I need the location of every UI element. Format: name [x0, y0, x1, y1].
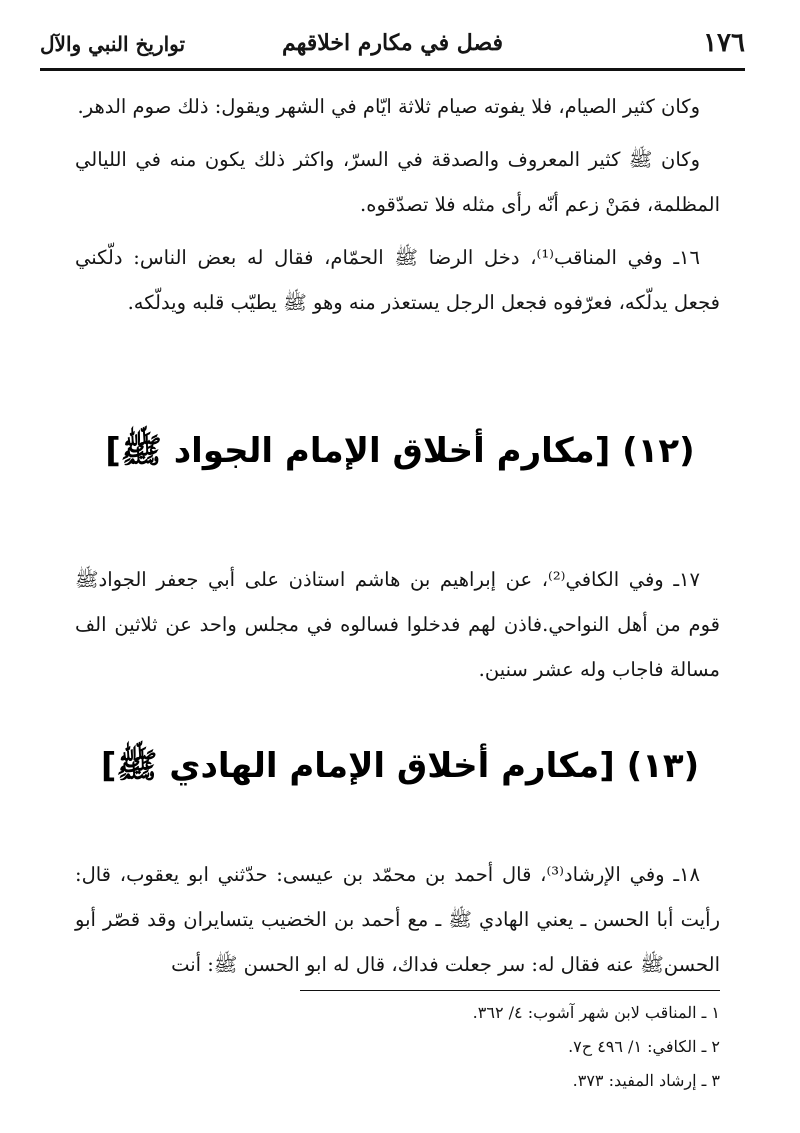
paragraph: وكان كثير الصيام، فلا يفوته صيام ثلاثة ايّام في الشهر ويقول: ذلك صوم الدهر.: [77, 95, 700, 118]
footnotes: [300, 996, 720, 1098]
section-body: [75, 557, 720, 700]
page-number: ١٧٦: [703, 28, 745, 58]
chapter-heading: [60, 745, 740, 794]
chapter-heading: [60, 430, 740, 479]
heading-text: (١٣) [مكارم أخلاق الإمام الهادي ﷺ]: [100, 746, 700, 786]
footnote: ٣ ـ إرشاد المفيد: ٣٧٣.: [572, 1071, 720, 1090]
paragraph: وكان ﷺ كثير المعروف والصدقة في السرّ، واكثر ذلك يكون منه في الليالي المظلمة، فمَنْ زعم أنّه رأى مثله فلا تصدّقوه.: [75, 148, 720, 216]
book-title: تواريخ النبي والآل: [40, 32, 186, 56]
paragraph: ١٦ـ وفي المناقب⁽¹⁾، دخل الرضا ﷺ الحمّام، فقال له بعض الناس: دلّكني فجعل يدلّكه، فعرّفوه فجعل الرجل يستعذر منه وهو ﷺ يطيّب قلبه ويدلّكه.: [75, 246, 720, 314]
footnote: ٢ ـ الكافي: ١/ ٤٩٦ ح٧.: [568, 1037, 720, 1056]
section-title: فصل في مكارم اخلاقهم: [281, 30, 504, 56]
paragraph: ١٨ـ وفي الإرشاد⁽³⁾، قال أحمد بن محمّد بن عيسى: حدّثني ابو يعقوب، قال: رأيت أبا الحسن ـ يعني الهادي ﷺ ـ مع أحمد بن الخضيب يتسايران وقد قصّر أبو الحسنﷺ عنه فقال له: سر جعلت فداك، قال له ابو الحسن ﷺ: أنت: [75, 863, 720, 976]
running-header: [40, 28, 745, 71]
footnote-divider: [300, 990, 720, 991]
footnote: ١ ـ المناقب لابن شهر آشوب: ٤/ ٣٦٢.: [472, 1003, 720, 1022]
section-body: [75, 852, 720, 995]
heading-text: (١٢) [مكارم أخلاق الإمام الجواد ﷺ]: [105, 431, 695, 471]
section-body: [75, 84, 720, 333]
paragraph: ١٧ـ وفي الكافي⁽²⁾، عن إبراهيم بن هاشم استاذن على أبي جعفر الجوادﷺ قوم من أهل النواحي.فاذن لهم فدخلوا فسالوه في مجلس واحد عن ثلاثين الف مسالة فاجاب وله عشر سنين.: [75, 568, 720, 681]
